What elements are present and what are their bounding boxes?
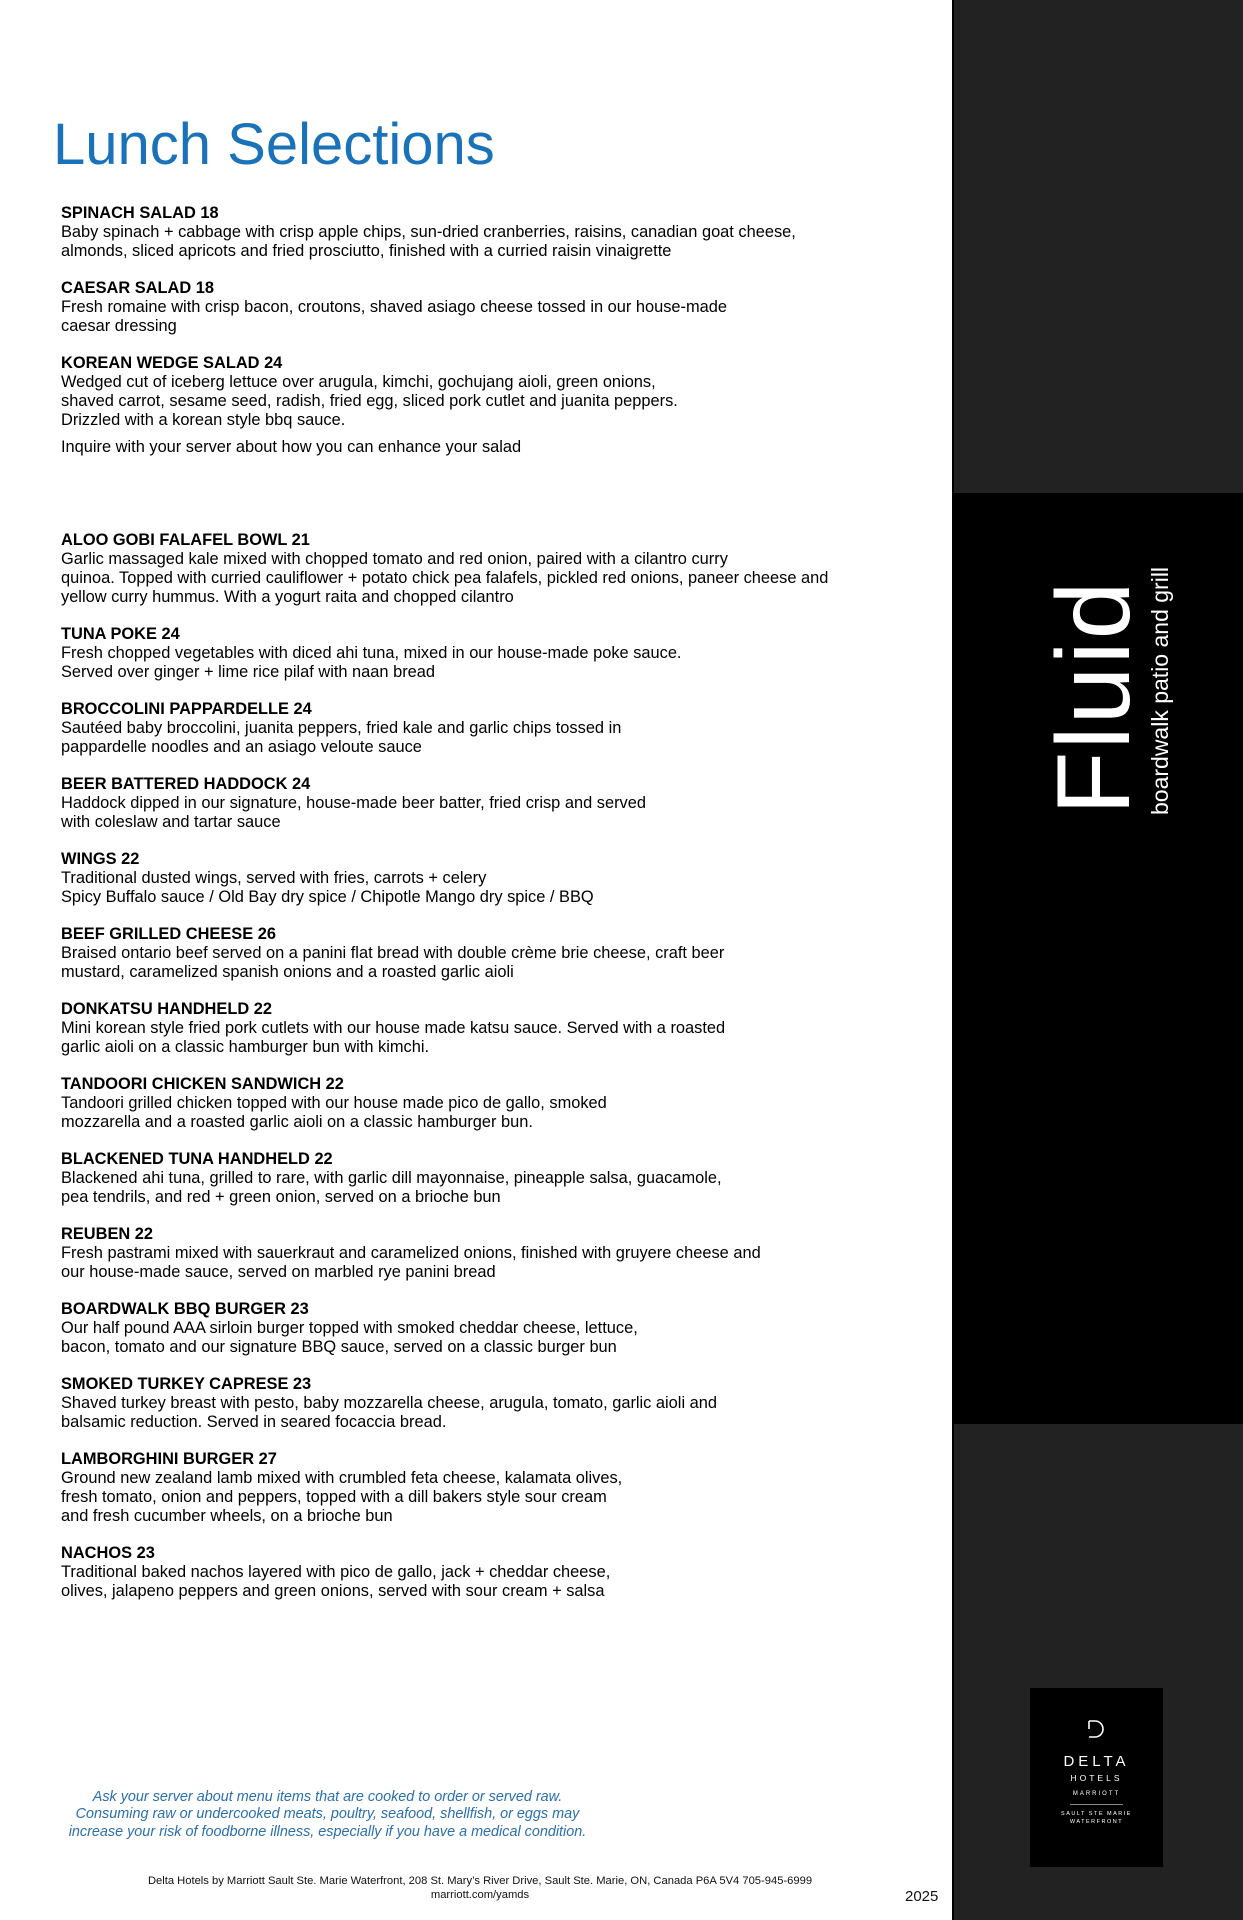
- section-spacer: [61, 475, 941, 531]
- menu-item-name: BEER BATTERED HADDOCK 24: [61, 775, 311, 793]
- menu-item: [61, 925, 941, 982]
- menu-item-name: LAMBORGHINI BURGER 27: [61, 1450, 277, 1468]
- description-line: Traditional dusted wings, served with fries, carrots + celery: [61, 869, 487, 887]
- brand-tagline: boardwalk patio and grill: [1147, 566, 1173, 815]
- description-line: balsamic reduction. Served in seared focaccia bread.: [61, 1413, 447, 1431]
- description-line: garlic aioli on a classic hamburger bun with kimchi.: [61, 1038, 430, 1056]
- menu-item-description: [61, 644, 941, 682]
- description-line: almonds, sliced apricots and fried prosciutto, finished with a curried raisin vinaigrette: [61, 242, 672, 260]
- delta-hotels-logo: [1030, 1688, 1163, 1867]
- description-line: Garlic massaged kale mixed with chopped tomato and red onion, paired with a cilantro curry: [61, 550, 728, 568]
- menu-item-description: [61, 298, 941, 336]
- description-line: olives, jalapeno peppers and green onions, served with sour cream + salsa: [61, 1582, 605, 1600]
- description-line: Our half pound AAA sirloin burger topped with smoked cheddar cheese, lettuce,: [61, 1319, 638, 1337]
- description-line: Traditional baked nachos layered with pico de gallo, jack + cheddar cheese,: [61, 1563, 611, 1581]
- menu-item-name: TANDOORI CHICKEN SANDWICH 22: [61, 1075, 344, 1093]
- menu-item: [61, 279, 941, 336]
- menu-item-name: ALOO GOBI FALAFEL BOWL 21: [61, 531, 310, 549]
- menu-item-description: [61, 1244, 941, 1282]
- website-link[interactable]: marriott.com/yamds: [430, 1889, 530, 1901]
- menu-item-name: SMOKED TURKEY CAPRESE 23: [61, 1375, 312, 1393]
- description-line: caesar dressing: [61, 317, 177, 335]
- description-line: Baby spinach + cabbage with crisp apple chips, sun-dried cranberries, raisins, canadian goat cheese,: [61, 223, 796, 241]
- menu-item-description: [61, 1019, 941, 1057]
- logo-location: [1030, 1810, 1163, 1826]
- description-line: quinoa. Topped with curried cauliflower + potato chick pea falafels, pickled red onions, paneer cheese and: [61, 569, 829, 587]
- description-line: Haddock dipped in our signature, house-made beer batter, fried crisp and served: [61, 794, 646, 812]
- menu-item: [61, 204, 941, 261]
- description-line: our house-made sauce, served on marbled rye panini bread: [61, 1263, 496, 1281]
- description-line: Served over ginger + lime rice pilaf with naan bread: [61, 663, 435, 681]
- page-title: Lunch Selections: [53, 112, 495, 177]
- menu-item-name: NACHOS 23: [61, 1544, 155, 1562]
- description-line: Mini korean style fried pork cutlets with our house made katsu sauce. Served with a roasted: [61, 1019, 726, 1037]
- delta-d-icon: [1085, 1718, 1107, 1740]
- description-line: shaved carrot, sesame seed, radish, fried egg, sliced pork cutlet and juanita peppers.: [61, 392, 678, 410]
- menu-item: [61, 625, 941, 682]
- description-line: and fresh cucumber wheels, on a brioche bun: [61, 1507, 393, 1525]
- marriott-text: MARRIOTT: [1072, 1791, 1121, 1797]
- logo-divider: [1070, 1804, 1123, 1805]
- menu-item-description: [61, 223, 941, 261]
- menu-item-name: KOREAN WEDGE SALAD 24: [61, 354, 283, 372]
- menu-item: [61, 1450, 941, 1526]
- menu-item-name: CAESAR SALAD 18: [61, 279, 215, 297]
- description-line: mustard, caramelized spanish onions and a roasted garlic aioli: [61, 963, 514, 981]
- menu-item: [61, 1075, 941, 1132]
- description-line: Drizzled with a korean style bbq sauce.: [61, 411, 346, 429]
- menu-item: [61, 775, 941, 832]
- description-line: pappardelle noodles and an asiago veloute sauce: [61, 738, 422, 756]
- menu-item-description: [61, 550, 941, 607]
- year-label: 2025: [905, 1888, 939, 1905]
- menu-item-description: [61, 1094, 941, 1132]
- salad-enhance-note: Inquire with your server about how you can enhance your salad: [61, 438, 522, 456]
- description-line: Fresh romaine with crisp bacon, croutons, shaved asiago cheese tossed in our house-made: [61, 298, 728, 316]
- menu-item-name: SPINACH SALAD 18: [61, 204, 219, 222]
- menu-item-description: [61, 719, 941, 757]
- menu-item-description: [61, 1169, 941, 1207]
- menu-item-name: WINGS 22: [61, 850, 140, 868]
- logo-location-line: SAULT STE MARIE: [1061, 1811, 1132, 1817]
- menu-item: [61, 850, 941, 907]
- menu-item-name: BEEF GRILLED CHEESE 26: [61, 925, 276, 943]
- delta-hotels-text: HOTELS: [1070, 1773, 1123, 1783]
- menu-item-description: [61, 794, 941, 832]
- description-line: Sautéed baby broccolini, juanita peppers, fried kale and garlic chips tossed in: [61, 719, 622, 737]
- footer: [60, 1874, 900, 1902]
- menu-item: [61, 531, 941, 607]
- description-line: Blackened ahi tuna, grilled to rare, with garlic dill mayonnaise, pineapple salsa, guacamole,: [61, 1169, 722, 1187]
- menu-item-description: [61, 1563, 941, 1601]
- description-line: mozzarella and a roasted garlic aioli on a classic hamburger bun.: [61, 1113, 533, 1131]
- menu-item: [61, 1300, 941, 1357]
- description-line: pea tendrils, and red + green onion, served on a brioche bun: [61, 1188, 501, 1206]
- description-line: Spicy Buffalo sauce / Old Bay dry spice / Chipotle Mango dry spice / BBQ: [61, 888, 594, 906]
- food-safety-advisory: Ask your server about menu items that are cooked to order or served raw. Consuming raw or undercooked meats, poultry, seafood, shellfish, or eggs may increase your risk of foodborne illness, especially if you have a medical condition.: [68, 1789, 587, 1840]
- description-line: Tandoori grilled chicken topped with our house made pico de gallo, smoked: [61, 1094, 607, 1112]
- menu-item: [61, 1150, 941, 1207]
- description-line: fresh tomato, onion and peppers, topped with a dill bakers style sour cream: [61, 1488, 607, 1506]
- logo-location-line: WATERFRONT: [1069, 1819, 1124, 1825]
- hotel-address: Delta Hotels by Marriott Sault Ste. Marie Waterfront, 208 St. Mary’s River Drive, Sault Ste. Marie, ON, Canada P6A 5V4 705-945-6999: [147, 1875, 813, 1887]
- delta-wordmark: DELTA: [1063, 1753, 1130, 1770]
- description-line: Fresh pastrami mixed with sauerkraut and caramelized onions, finished with gruyere cheese and: [61, 1244, 761, 1262]
- menu-item-name: TUNA POKE 24: [61, 625, 180, 643]
- brand-wordmark: [1036, 535, 1176, 815]
- menu-item-description: [61, 869, 941, 907]
- description-line: Shaved turkey breast with pesto, baby mozzarella cheese, arugula, tomato, garlic aioli and: [61, 1394, 717, 1412]
- menu-item: [61, 700, 941, 757]
- brand-name: Fluid: [1036, 579, 1152, 815]
- description-line: Braised ontario beef served on a panini flat bread with double crème brie cheese, craft beer: [61, 944, 725, 962]
- menu-item: [61, 1544, 941, 1601]
- menu-item-description: [61, 1394, 941, 1432]
- description-line: with coleslaw and tartar sauce: [61, 813, 281, 831]
- menu-item-description: [61, 1319, 941, 1357]
- description-line: yellow curry hummus. With a yogurt raita and chopped cilantro: [61, 588, 514, 606]
- description-line: bacon, tomato and our signature BBQ sauce, served on a classic burger bun: [61, 1338, 617, 1356]
- menu-item-name: BROCCOLINI PAPPARDELLE 24: [61, 700, 312, 718]
- menu-item: [61, 1225, 941, 1282]
- menu-item-name: REUBEN 22: [61, 1225, 153, 1243]
- menu-item: [61, 1000, 941, 1057]
- menu-item-description: [61, 373, 941, 430]
- menu-item-description: [61, 944, 941, 982]
- description-line: Wedged cut of iceberg lettuce over arugula, kimchi, gochujang aioli, green onions,: [61, 373, 656, 391]
- menu-item-description: [61, 1469, 941, 1526]
- menu-item: [61, 354, 941, 457]
- menu-item-name: BOARDWALK BBQ BURGER 23: [61, 1300, 309, 1318]
- menu-item-name: DONKATSU HANDHELD 22: [61, 1000, 272, 1018]
- menu-item: [61, 1375, 941, 1432]
- menu-item-name: BLACKENED TUNA HANDHELD 22: [61, 1150, 333, 1168]
- menu-list: [61, 204, 941, 1619]
- description-line: Fresh chopped vegetables with diced ahi tuna, mixed in our house-made poke sauce.: [61, 644, 682, 662]
- description-line: Ground new zealand lamb mixed with crumbled feta cheese, kalamata olives,: [61, 1469, 623, 1487]
